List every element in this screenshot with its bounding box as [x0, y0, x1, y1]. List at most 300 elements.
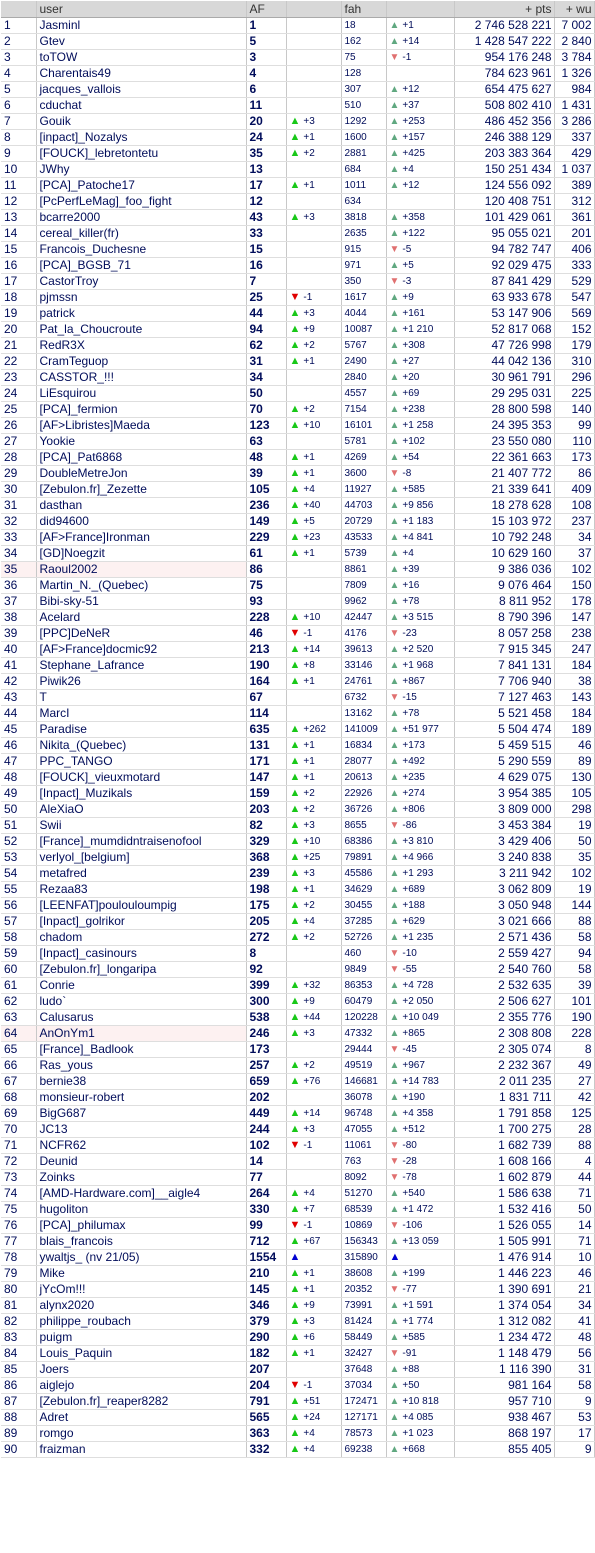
- fah-delta-value: +2 520: [402, 644, 434, 655]
- cell-fah-delta: [386, 50, 454, 66]
- cell-rank: 35: [1, 562, 36, 578]
- cell-fah-delta: [386, 1378, 454, 1394]
- cell-rank: 67: [1, 1074, 36, 1090]
- cell-user[interactable]: [LEENFAT]poulouloumpig: [36, 898, 246, 914]
- fah-delta-value: +5: [402, 260, 414, 271]
- fah-delta-value: +4 085: [402, 1412, 434, 1423]
- cell-fah: 51270: [341, 1186, 386, 1202]
- cell-pts: 1 428 547 222: [454, 34, 554, 50]
- cell-fah-delta: [386, 722, 454, 738]
- cell-af: 538: [246, 1010, 286, 1026]
- cell-user[interactable]: cereal_killer(fr): [36, 226, 246, 242]
- cell-user[interactable]: romgo: [36, 1426, 246, 1442]
- fah-delta-value: -3: [402, 276, 412, 287]
- table-row: [1, 306, 594, 322]
- cell-user[interactable]: [Zebulon.fr]_reaper8282: [36, 1394, 246, 1410]
- cell-af: 202: [246, 1090, 286, 1106]
- arrow-down-icon: ▼: [389, 1284, 400, 1295]
- table-row: [1, 1362, 594, 1378]
- cell-af: 290: [246, 1330, 286, 1346]
- cell-user[interactable]: [PCA]_fermion: [36, 402, 246, 418]
- cell-rank: 10: [1, 162, 36, 178]
- cell-pts: 2 559 427: [454, 946, 554, 962]
- cell-user[interactable]: Paradise: [36, 722, 246, 738]
- fah-delta-value: +51 977: [402, 724, 439, 735]
- cell-user[interactable]: Conrie: [36, 978, 246, 994]
- arrow-up-icon: ▲: [289, 115, 301, 127]
- fah-delta-value: +10 049: [402, 1012, 439, 1023]
- cell-pts: 63 933 678: [454, 290, 554, 306]
- cell-user[interactable]: Piwik26: [36, 674, 246, 690]
- cell-fah: 43533: [341, 530, 386, 546]
- cell-wu: 94: [554, 946, 594, 962]
- cell-user[interactable]: JWhy: [36, 162, 246, 178]
- cell-af-delta: [286, 594, 341, 610]
- table-row: [1, 770, 594, 786]
- cell-user[interactable]: JC13: [36, 1122, 246, 1138]
- cell-fah: 32427: [341, 1346, 386, 1362]
- arrow-up-icon: ▲: [389, 788, 400, 799]
- arrow-up-icon: ▲: [289, 1315, 301, 1327]
- cell-user[interactable]: Calusarus: [36, 1010, 246, 1026]
- table-row: [1, 658, 594, 674]
- cell-user[interactable]: [inpact]_Nozalys: [36, 130, 246, 146]
- cell-user[interactable]: [AMD-Hardware.com]__aigle4: [36, 1186, 246, 1202]
- cell-pts: 95 055 021: [454, 226, 554, 242]
- cell-user[interactable]: Nikita_(Quebec): [36, 738, 246, 754]
- cell-user[interactable]: monsieur-robert: [36, 1090, 246, 1106]
- cell-user[interactable]: bernie38: [36, 1074, 246, 1090]
- header-fah-delta: [386, 1, 454, 18]
- fah-delta-value: -5: [402, 244, 412, 255]
- cell-user[interactable]: jYcOm!!!: [36, 1282, 246, 1298]
- cell-user[interactable]: did94600: [36, 514, 246, 530]
- cell-fah: 16834: [341, 738, 386, 754]
- cell-wu: 2 840: [554, 34, 594, 50]
- cell-user[interactable]: [Inpact]_casinours: [36, 946, 246, 962]
- cell-user[interactable]: CramTeguop: [36, 354, 246, 370]
- cell-user[interactable]: bcarre2000: [36, 210, 246, 226]
- cell-af: 207: [246, 1362, 286, 1378]
- af-delta-value: -1: [303, 1220, 313, 1231]
- arrow-up-icon: ▲: [389, 452, 400, 463]
- cell-af-delta: [286, 146, 341, 162]
- cell-wu: 140: [554, 402, 594, 418]
- cell-af-delta: [286, 674, 341, 690]
- cell-user[interactable]: blais_francois: [36, 1234, 246, 1250]
- cell-user[interactable]: verlyol_[belgium]: [36, 850, 246, 866]
- cell-user[interactable]: toTOW: [36, 50, 246, 66]
- cell-user[interactable]: ywaltjs_ (nv 21/05): [36, 1250, 246, 1266]
- cell-user[interactable]: Raoul2002: [36, 562, 246, 578]
- cell-fah-delta: [386, 66, 454, 82]
- cell-rank: 46: [1, 738, 36, 754]
- cell-af: 368: [246, 850, 286, 866]
- cell-user[interactable]: Gouik: [36, 114, 246, 130]
- cell-wu: 238: [554, 626, 594, 642]
- cell-user[interactable]: [Inpact]_Muzikals: [36, 786, 246, 802]
- cell-fah: 58449: [341, 1330, 386, 1346]
- cell-pts: 24 395 353: [454, 418, 554, 434]
- table-row: [1, 1314, 594, 1330]
- arrow-up-icon: ▲: [389, 868, 400, 879]
- cell-rank: 38: [1, 610, 36, 626]
- cell-user[interactable]: AleXiaO: [36, 802, 246, 818]
- cell-user[interactable]: chadom: [36, 930, 246, 946]
- cell-pts: 1 446 223: [454, 1266, 554, 1282]
- cell-af-delta: [286, 690, 341, 706]
- cell-wu: 44: [554, 1170, 594, 1186]
- cell-user[interactable]: metafred: [36, 866, 246, 882]
- cell-user[interactable]: RedR3X: [36, 338, 246, 354]
- af-delta-value: +1: [303, 1284, 315, 1295]
- cell-wu: 28: [554, 1122, 594, 1138]
- cell-fah: 33146: [341, 658, 386, 674]
- table-row: [1, 386, 594, 402]
- cell-fah-delta: [386, 178, 454, 194]
- arrow-up-icon: ▲: [289, 1235, 301, 1247]
- cell-user[interactable]: CastorTroy: [36, 274, 246, 290]
- fah-delta-value: -80: [402, 1140, 417, 1151]
- cell-user[interactable]: [GD]Noegzit: [36, 546, 246, 562]
- fah-delta-value: -1: [402, 52, 412, 63]
- fah-delta-value: +585: [402, 484, 425, 495]
- cell-rank: 87: [1, 1394, 36, 1410]
- cell-af-delta: [286, 818, 341, 834]
- cell-user[interactable]: Francois_Duchesne: [36, 242, 246, 258]
- table-row: [1, 594, 594, 610]
- cell-user[interactable]: [AF>France]Ironman: [36, 530, 246, 546]
- arrow-up-icon: ▲: [289, 1027, 301, 1039]
- cell-fah-delta: [386, 690, 454, 706]
- cell-user[interactable]: Mike: [36, 1266, 246, 1282]
- arrow-up-icon: ▲: [289, 931, 301, 943]
- cell-user[interactable]: LiEsquirou: [36, 386, 246, 402]
- cell-fah-delta: [386, 1010, 454, 1026]
- cell-wu: 3 784: [554, 50, 594, 66]
- arrow-up-icon: ▲: [289, 819, 301, 831]
- cell-user[interactable]: Deunid: [36, 1154, 246, 1170]
- header-af[interactable]: AF: [246, 1, 286, 18]
- af-delta-value: +3: [303, 1124, 315, 1135]
- cell-rank: 88: [1, 1410, 36, 1426]
- cell-user[interactable]: jacques_vallois: [36, 82, 246, 98]
- cell-fah-delta: [386, 594, 454, 610]
- fah-delta-value: +238: [402, 404, 425, 415]
- cell-user[interactable]: BigG687: [36, 1106, 246, 1122]
- cell-user[interactable]: [AF>France]docmic92: [36, 642, 246, 658]
- cell-af-delta: [286, 1298, 341, 1314]
- cell-user[interactable]: [PPC]DeNeR: [36, 626, 246, 642]
- cell-fah-delta: [386, 530, 454, 546]
- arrow-up-icon: ▲: [289, 1331, 301, 1343]
- cell-fah-delta: [386, 1106, 454, 1122]
- cell-af: 93: [246, 594, 286, 610]
- arrow-up-icon: ▲: [389, 116, 400, 127]
- cell-wu: 298: [554, 802, 594, 818]
- arrow-up-icon: ▲: [289, 1267, 301, 1279]
- cell-user[interactable]: alynx2020: [36, 1298, 246, 1314]
- table-row: [1, 642, 594, 658]
- arrow-up-icon: ▲: [289, 1283, 301, 1295]
- table-row: [1, 834, 594, 850]
- fah-delta-value: -23: [402, 628, 417, 639]
- arrow-up-icon: ▲: [289, 547, 301, 559]
- fah-delta-value: +585: [402, 1332, 425, 1343]
- cell-wu: 150: [554, 578, 594, 594]
- cell-wu: 48: [554, 1330, 594, 1346]
- cell-wu: 35: [554, 850, 594, 866]
- cell-user[interactable]: [FOUCK]_lebretontetu: [36, 146, 246, 162]
- cell-fah: 81424: [341, 1314, 386, 1330]
- af-delta-value: +1: [303, 884, 315, 895]
- arrow-up-icon: ▲: [289, 1347, 301, 1359]
- cell-pts: 1 234 472: [454, 1330, 554, 1346]
- cell-user[interactable]: cduchat: [36, 98, 246, 114]
- arrow-up-icon: ▲: [289, 1107, 301, 1119]
- cell-wu: 184: [554, 706, 594, 722]
- cell-fah-delta: [386, 1330, 454, 1346]
- cell-af-delta: [286, 530, 341, 546]
- cell-af-delta: [286, 1442, 341, 1458]
- cell-user[interactable]: CASSTOR_!!!: [36, 370, 246, 386]
- header-pts[interactable]: + pts: [454, 1, 554, 18]
- cell-user[interactable]: ludo`: [36, 994, 246, 1010]
- cell-user[interactable]: Yookie: [36, 434, 246, 450]
- cell-user[interactable]: T: [36, 690, 246, 706]
- cell-user[interactable]: [PCA]_BGSB_71: [36, 258, 246, 274]
- cell-pts: 1 390 691: [454, 1282, 554, 1298]
- fah-delta-value: +1 210: [402, 324, 434, 335]
- cell-fah: 1292: [341, 114, 386, 130]
- cell-rank: 58: [1, 930, 36, 946]
- cell-user[interactable]: [Zebulon.fr]_longaripa: [36, 962, 246, 978]
- cell-fah-delta: [386, 210, 454, 226]
- cell-af-delta: [286, 738, 341, 754]
- af-delta-value: +2: [303, 148, 315, 159]
- table-row: [1, 626, 594, 642]
- cell-fah: 37034: [341, 1378, 386, 1394]
- cell-fah-delta: [386, 546, 454, 562]
- cell-pts: 938 467: [454, 1410, 554, 1426]
- arrow-down-icon: ▼: [389, 1140, 400, 1151]
- cell-fah-delta: [386, 98, 454, 114]
- af-delta-value: +3: [303, 868, 315, 879]
- cell-wu: 99: [554, 418, 594, 434]
- fah-delta-value: +14 783: [402, 1076, 439, 1087]
- cell-rank: 78: [1, 1250, 36, 1266]
- arrow-up-icon: ▲: [289, 867, 301, 879]
- cell-user[interactable]: [Inpact]_golrikor: [36, 914, 246, 930]
- cell-user[interactable]: DoubleMetreJon: [36, 466, 246, 482]
- arrow-down-icon: ▼: [389, 1044, 400, 1055]
- table-row: [1, 802, 594, 818]
- arrow-down-icon: ▼: [389, 820, 400, 831]
- cell-user[interactable]: NCFR62: [36, 1138, 246, 1154]
- cell-user[interactable]: patrick: [36, 306, 246, 322]
- cell-user[interactable]: dasthan: [36, 498, 246, 514]
- cell-rank: 13: [1, 210, 36, 226]
- cell-pts: 855 405: [454, 1442, 554, 1458]
- cell-user[interactable]: Adret: [36, 1410, 246, 1426]
- arrow-up-icon: ▲: [389, 804, 400, 815]
- cell-rank: 63: [1, 1010, 36, 1026]
- cell-af: 264: [246, 1186, 286, 1202]
- cell-user[interactable]: Joers: [36, 1362, 246, 1378]
- cell-rank: 65: [1, 1042, 36, 1058]
- cell-pts: 654 475 627: [454, 82, 554, 98]
- cell-rank: 33: [1, 530, 36, 546]
- cell-af: 17: [246, 178, 286, 194]
- af-delta-value: +1: [303, 452, 315, 463]
- af-delta-value: -1: [303, 628, 313, 639]
- cell-af-delta: [286, 194, 341, 210]
- cell-user[interactable]: PPC_TANGO: [36, 754, 246, 770]
- cell-wu: 4: [554, 1154, 594, 1170]
- cell-rank: 79: [1, 1266, 36, 1282]
- cell-pts: 2 011 235: [454, 1074, 554, 1090]
- header-fah[interactable]: fah: [341, 1, 386, 18]
- cell-af: 14: [246, 1154, 286, 1170]
- cell-user[interactable]: [PCA]_philumax: [36, 1218, 246, 1234]
- cell-pts: 1 148 479: [454, 1346, 554, 1362]
- cell-user[interactable]: Gtev: [36, 34, 246, 50]
- cell-user[interactable]: Stephane_Lafrance: [36, 658, 246, 674]
- cell-af-delta: [286, 354, 341, 370]
- cell-pts: 94 782 747: [454, 242, 554, 258]
- cell-af: 12: [246, 194, 286, 210]
- table-row: [1, 898, 594, 914]
- arrow-down-icon: ▼: [389, 628, 400, 639]
- cell-user[interactable]: philippe_roubach: [36, 1314, 246, 1330]
- fah-delta-value: +122: [402, 228, 425, 239]
- table-row: [1, 1026, 594, 1042]
- cell-user[interactable]: AnOnYm1: [36, 1026, 246, 1042]
- cell-user[interactable]: [France]_mumdidntraisenofool: [36, 834, 246, 850]
- cell-pts: 784 623 961: [454, 66, 554, 82]
- cell-user[interactable]: Louis_Paquin: [36, 1346, 246, 1362]
- cell-rank: 15: [1, 242, 36, 258]
- cell-user[interactable]: Charentais49: [36, 66, 246, 82]
- cell-wu: 247: [554, 642, 594, 658]
- cell-fah-delta: [386, 418, 454, 434]
- af-delta-value: +262: [303, 724, 326, 735]
- cell-user[interactable]: [PCA]_Pat6868: [36, 450, 246, 466]
- cell-user[interactable]: [AF>Libristes]Maeda: [36, 418, 246, 434]
- cell-user[interactable]: puigm: [36, 1330, 246, 1346]
- cell-af-delta: [286, 1218, 341, 1234]
- arrow-up-icon: ▲: [389, 180, 400, 191]
- cell-af-delta: [286, 930, 341, 946]
- cell-rank: 68: [1, 1090, 36, 1106]
- cell-af-delta: [286, 338, 341, 354]
- cell-af-delta: [286, 1074, 341, 1090]
- cell-fah: 128: [341, 66, 386, 82]
- fah-delta-value: +425: [402, 148, 425, 159]
- cell-pts: 1 602 879: [454, 1170, 554, 1186]
- cell-rank: 64: [1, 1026, 36, 1042]
- cell-user[interactable]: fraizman: [36, 1442, 246, 1458]
- cell-user[interactable]: MarcI: [36, 706, 246, 722]
- header-wu[interactable]: + wu: [554, 1, 594, 18]
- arrow-up-icon: ▲: [289, 403, 301, 415]
- arrow-up-icon: ▲: [389, 1396, 400, 1407]
- cell-rank: 3: [1, 50, 36, 66]
- cell-wu: 58: [554, 1378, 594, 1394]
- cell-af: 92: [246, 962, 286, 978]
- cell-pts: 9 076 464: [454, 578, 554, 594]
- cell-rank: 4: [1, 66, 36, 82]
- cell-rank: 25: [1, 402, 36, 418]
- cell-user[interactable]: [Zebulon.fr]_Zezette: [36, 482, 246, 498]
- cell-af-delta: [286, 786, 341, 802]
- cell-user[interactable]: Acelard: [36, 610, 246, 626]
- cell-user[interactable]: [France]_Badlook: [36, 1042, 246, 1058]
- cell-user[interactable]: hugoliton: [36, 1202, 246, 1218]
- cell-af: 61: [246, 546, 286, 562]
- cell-rank: 17: [1, 274, 36, 290]
- cell-user[interactable]: aiglejo: [36, 1378, 246, 1394]
- cell-pts: 7 127 463: [454, 690, 554, 706]
- cell-user[interactable]: [PcPerfLeMag]_foo_fight: [36, 194, 246, 210]
- cell-user[interactable]: Bibi-sky-51: [36, 594, 246, 610]
- cell-af-delta: [286, 210, 341, 226]
- arrow-up-icon: ▲: [389, 292, 400, 303]
- cell-af: 34: [246, 370, 286, 386]
- cell-rank: 22: [1, 354, 36, 370]
- cell-fah: 141009: [341, 722, 386, 738]
- header-user[interactable]: user: [36, 1, 246, 18]
- cell-user[interactable]: Ras_yous: [36, 1058, 246, 1074]
- cell-fah-delta: [386, 978, 454, 994]
- cell-af-delta: [286, 1426, 341, 1442]
- cell-user[interactable]: Jasminl: [36, 18, 246, 34]
- cell-user[interactable]: [FOUCK]_vieuxmotard: [36, 770, 246, 786]
- cell-user[interactable]: Martin_N._(Quebec): [36, 578, 246, 594]
- cell-af-delta: [286, 1330, 341, 1346]
- cell-pts: 1 586 638: [454, 1186, 554, 1202]
- fah-delta-value: +14: [402, 36, 420, 47]
- cell-fah: 68386: [341, 834, 386, 850]
- cell-fah: 4176: [341, 626, 386, 642]
- cell-fah-delta: [386, 706, 454, 722]
- cell-fah: 5767: [341, 338, 386, 354]
- cell-af-delta: [286, 370, 341, 386]
- cell-rank: 2: [1, 34, 36, 50]
- cell-fah: 44703: [341, 498, 386, 514]
- cell-pts: 87 841 429: [454, 274, 554, 290]
- cell-user[interactable]: Pat_la_Choucroute: [36, 322, 246, 338]
- cell-af-delta: [286, 1410, 341, 1426]
- cell-wu: 296: [554, 370, 594, 386]
- cell-wu: 10: [554, 1250, 594, 1266]
- fah-delta-value: +1 968: [402, 660, 434, 671]
- cell-user[interactable]: Rezaa83: [36, 882, 246, 898]
- fah-delta-value: -10: [402, 948, 417, 959]
- af-delta-value: +2: [303, 804, 315, 815]
- cell-user[interactable]: Zoinks: [36, 1170, 246, 1186]
- fah-delta-value: +689: [402, 884, 425, 895]
- cell-af: 173: [246, 1042, 286, 1058]
- cell-user[interactable]: pjmssn: [36, 290, 246, 306]
- table-row: [1, 1378, 594, 1394]
- cell-fah: 47055: [341, 1122, 386, 1138]
- cell-fah: 38608: [341, 1266, 386, 1282]
- cell-af-delta: [286, 1090, 341, 1106]
- arrow-up-icon: ▲: [289, 1427, 301, 1439]
- cell-user[interactable]: Swii: [36, 818, 246, 834]
- cell-user[interactable]: [PCA]_Patoche17: [36, 178, 246, 194]
